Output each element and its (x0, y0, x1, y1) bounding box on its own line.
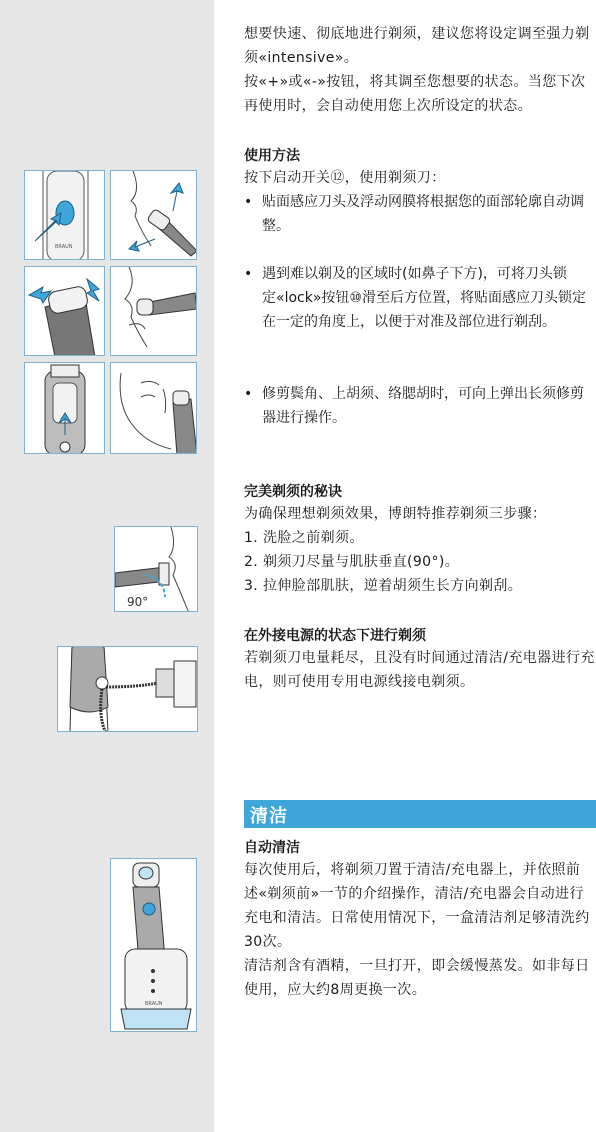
figure-nose-area (110, 266, 197, 356)
tips-step-1: 1. 洗脸之前剃须。 (244, 530, 364, 546)
angle-label: 90° (127, 595, 149, 609)
bullet-dot: • (244, 386, 253, 402)
tips-heading: 完美剃须的秘诀 (244, 484, 342, 500)
auto-clean-heading: 自动清洁 (244, 840, 300, 856)
intro-paragraph-2: 按«+»或«-»按钮，将其调至您想要的状态。当您下次再使用时，会自动使用您上次所设定的状态。 (244, 74, 586, 114)
station-brand-mark: BRAUN (145, 1001, 163, 1007)
usage-heading: 使用方法 (244, 148, 300, 164)
figure-shaver-switch (24, 170, 105, 260)
figure-trimmer (24, 362, 105, 454)
figure-90-degree (114, 526, 198, 612)
bullet-dot: • (244, 266, 253, 282)
tips-step-2: 2. 剃须刀尽量与肌肤垂直(90°)。 (244, 554, 460, 570)
intro-paragraph-1: 想要快速、彻底地进行剃须，建议您将设定调至强力剃须«intensive»。 (244, 26, 590, 66)
auto-clean-text-2: 清洁剂含有酒精，一旦打开，即会缓慢蒸发。如非每日使用，应大约8周更换一次。 (244, 958, 590, 998)
section-band-cleaning (244, 800, 596, 828)
tips-step-3: 3. 拉伸脸部肌肤，逆着胡须生长方向剃刮。 (244, 578, 523, 594)
tips-lead: 为确保理想剃须效果，博朗特推荐剃须三步骤： (244, 506, 547, 522)
figure-face-shaving (110, 170, 197, 260)
bullet-text: 修剪鬓角、上胡须、络腮胡时，可向上弹出长须修剪器进行操作。 (262, 386, 584, 426)
bullet-dot: • (244, 194, 253, 210)
mains-text: 若剃须刀电量耗尽，且没有时间通过清洁/充电器进行充电，则可使用专用电源线接电剃须。 (244, 650, 595, 690)
brand-mark: BRAUN (55, 244, 73, 250)
mains-heading: 在外接电源的状态下进行剃须 (244, 628, 426, 644)
figure-mains-cord (57, 646, 198, 732)
figure-lock-button (24, 266, 105, 356)
figure-sideburns (110, 362, 197, 454)
section-band-title: 清洁 (250, 806, 288, 827)
usage-lead: 按下启动开关⑫，使用剃须刀： (244, 170, 446, 186)
bullet-text: 遇到难以剃及的区域时(如鼻子下方)，可将刀头锁定«lock»按钮⑩滑至后方位置，将贴面感应刀头锁定在一定的角度上，以便于对准及部位进行剃刮。 (262, 266, 586, 330)
auto-clean-text-1: 每次使用后，将剃须刀置于清洁/充电器上，并依照前述«剃须前»一节的介绍操作，清洁/充电器会自动进行充电和清洁。日常使用情况下，一盒清洁剂足够清洗约30次。 (244, 862, 590, 950)
figure-clean-station (110, 858, 197, 1032)
bullet-text: 贴面感应刀头及浮动网膜将根据您的面部轮廓自动调整。 (262, 194, 584, 234)
